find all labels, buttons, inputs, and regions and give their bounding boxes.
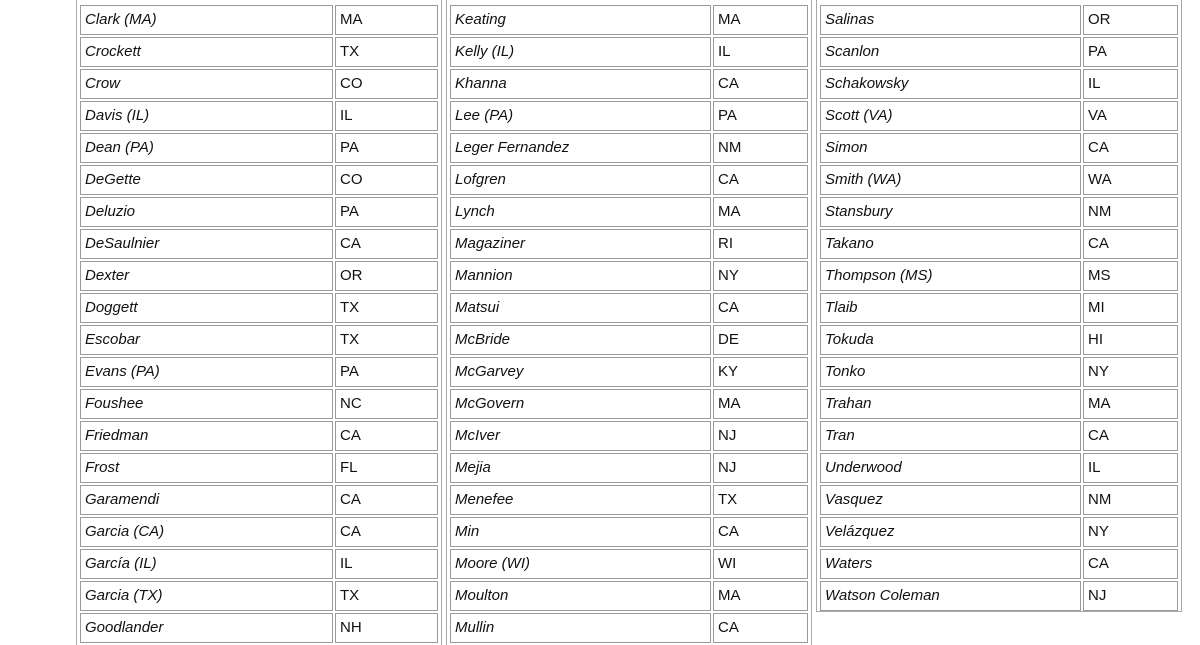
member-state-cell: IL [1083,453,1178,483]
member-state-cell: OR [1083,5,1178,35]
member-state-cell: RI [713,229,808,259]
table-row [820,421,1178,451]
member-name-cell: McBride [450,325,711,355]
member-state-cell: TX [335,581,438,611]
member-state-cell: CA [1083,421,1178,451]
member-state-cell: CA [713,69,808,99]
member-name-cell: DeSaulnier [80,229,333,259]
member-name-cell: Scott (VA) [820,101,1081,131]
table-row [450,421,808,451]
member-state-cell: CA [335,517,438,547]
member-name-cell: Mejia [450,453,711,483]
member-state-cell: WA [1083,165,1178,195]
member-state-cell: TX [335,325,438,355]
table-row [820,325,1178,355]
table-row [80,229,438,259]
member-state-cell: VA [1083,101,1178,131]
member-name-cell: Mullin [450,613,711,643]
member-name-cell: Trahan [820,389,1081,419]
member-name-cell: García (IL) [80,549,333,579]
member-table [448,3,810,645]
member-state-cell: CA [713,517,808,547]
member-state-cell: KY [713,357,808,387]
member-name-cell: Davis (IL) [80,101,333,131]
member-name-cell: Leger Fernandez [450,133,711,163]
table-row [450,549,808,579]
member-name-cell: Lynch [450,197,711,227]
member-state-cell: PA [335,133,438,163]
member-name-cell: Lofgren [450,165,711,195]
table-row [820,389,1178,419]
member-table [818,3,1180,613]
table-row [80,37,438,67]
member-state-cell: PA [335,357,438,387]
member-state-cell: NM [713,133,808,163]
member-state-cell: IL [335,101,438,131]
member-state-cell: MA [713,5,808,35]
member-table [78,3,440,645]
member-name-cell: Khanna [450,69,711,99]
table-row [80,101,438,131]
member-name-cell: Tokuda [820,325,1081,355]
member-name-cell: McIver [450,421,711,451]
member-name-cell: Min [450,517,711,547]
member-state-cell: CA [335,421,438,451]
table-row [450,357,808,387]
vote-column-1 [76,0,442,645]
member-state-cell: NH [335,613,438,643]
member-name-cell: Magaziner [450,229,711,259]
table-row [450,389,808,419]
member-state-cell: DE [713,325,808,355]
table-row [80,69,438,99]
table-row [80,517,438,547]
table-row [80,197,438,227]
table-row [450,69,808,99]
table-row [80,325,438,355]
member-name-cell: Dean (PA) [80,133,333,163]
table-row [450,325,808,355]
table-row [820,549,1178,579]
table-row [820,485,1178,515]
member-name-cell: Takano [820,229,1081,259]
member-state-cell: WI [713,549,808,579]
table-row [80,485,438,515]
member-state-cell: CA [713,165,808,195]
table-row [820,517,1178,547]
table-row [80,453,438,483]
table-row [450,517,808,547]
table-row [820,69,1178,99]
member-name-cell: Tonko [820,357,1081,387]
member-state-cell: MA [713,389,808,419]
table-row [820,101,1178,131]
vote-column-3 [816,0,1182,612]
member-state-cell: CA [713,293,808,323]
table-row [80,613,438,643]
member-state-cell: MA [1083,389,1178,419]
member-name-cell: Simon [820,133,1081,163]
table-row [450,133,808,163]
member-name-cell: Goodlander [80,613,333,643]
member-name-cell: Crow [80,69,333,99]
member-name-cell: Friedman [80,421,333,451]
vote-column-2 [446,0,812,645]
member-name-cell: Velázquez [820,517,1081,547]
member-state-cell: NY [1083,517,1178,547]
table-row [820,261,1178,291]
member-name-cell: Matsui [450,293,711,323]
table-row [820,581,1178,611]
table-row [80,133,438,163]
table-row [450,229,808,259]
member-name-cell: Keating [450,5,711,35]
table-row [80,389,438,419]
member-name-cell: Salinas [820,5,1081,35]
member-state-cell: CO [335,69,438,99]
table-row [450,453,808,483]
table-row [450,581,808,611]
member-name-cell: Doggett [80,293,333,323]
member-name-cell: Garamendi [80,485,333,515]
member-name-cell: DeGette [80,165,333,195]
member-name-cell: Garcia (TX) [80,581,333,611]
table-row [80,357,438,387]
member-name-cell: Kelly (IL) [450,37,711,67]
table-row [80,581,438,611]
member-state-cell: NJ [1083,581,1178,611]
member-state-cell: PA [1083,37,1178,67]
member-state-cell: FL [335,453,438,483]
table-row [820,357,1178,387]
member-state-cell: MA [713,581,808,611]
table-row [450,197,808,227]
member-state-cell: CA [335,229,438,259]
table-row [450,613,808,643]
member-state-cell: MA [713,197,808,227]
member-state-cell: PA [713,101,808,131]
member-name-cell: Watson Coleman [820,581,1081,611]
member-name-cell: Underwood [820,453,1081,483]
table-row [450,37,808,67]
table-row [450,165,808,195]
member-name-cell: Deluzio [80,197,333,227]
member-name-cell: Menefee [450,485,711,515]
member-name-cell: Vasquez [820,485,1081,515]
table-row [450,261,808,291]
table-row [450,293,808,323]
member-name-cell: Escobar [80,325,333,355]
table-row [820,453,1178,483]
member-state-cell: CA [1083,133,1178,163]
table-row [80,421,438,451]
table-row [80,293,438,323]
member-state-cell: CA [713,613,808,643]
member-name-cell: Mannion [450,261,711,291]
table-row [820,197,1178,227]
table-row [80,5,438,35]
table-row [450,5,808,35]
table-row [80,549,438,579]
member-name-cell: Evans (PA) [80,357,333,387]
member-name-cell: Clark (MA) [80,5,333,35]
member-state-cell: IL [713,37,808,67]
member-name-cell: Thompson (MS) [820,261,1081,291]
member-name-cell: Frost [80,453,333,483]
table-row [820,133,1178,163]
member-state-cell: CA [335,485,438,515]
member-name-cell: Waters [820,549,1081,579]
member-name-cell: Moulton [450,581,711,611]
member-name-cell: Stansbury [820,197,1081,227]
member-name-cell: Lee (PA) [450,101,711,131]
member-state-cell: HI [1083,325,1178,355]
member-state-cell: PA [335,197,438,227]
member-state-cell: NJ [713,421,808,451]
member-name-cell: Smith (WA) [820,165,1081,195]
member-name-cell: Crockett [80,37,333,67]
member-state-cell: NC [335,389,438,419]
table-row [820,165,1178,195]
member-state-cell: CA [1083,549,1178,579]
member-state-cell: NY [713,261,808,291]
table-row [820,37,1178,67]
member-state-cell: CA [1083,229,1178,259]
member-state-cell: TX [335,37,438,67]
member-name-cell: Dexter [80,261,333,291]
member-state-cell: IL [335,549,438,579]
member-state-cell: NM [1083,485,1178,515]
table-row [820,229,1178,259]
member-state-cell: NJ [713,453,808,483]
member-name-cell: Schakowsky [820,69,1081,99]
member-state-cell: MS [1083,261,1178,291]
member-name-cell: McGovern [450,389,711,419]
member-name-cell: Foushee [80,389,333,419]
member-state-cell: OR [335,261,438,291]
member-state-cell: IL [1083,69,1178,99]
member-name-cell: Garcia (CA) [80,517,333,547]
member-name-cell: Tlaib [820,293,1081,323]
member-name-cell: Scanlon [820,37,1081,67]
table-row [820,293,1178,323]
member-name-cell: McGarvey [450,357,711,387]
member-state-cell: MA [335,5,438,35]
member-state-cell: TX [713,485,808,515]
member-state-cell: CO [335,165,438,195]
member-state-cell: NM [1083,197,1178,227]
table-row [450,485,808,515]
table-row [820,5,1178,35]
member-state-cell: TX [335,293,438,323]
table-row [450,101,808,131]
member-name-cell: Moore (WI) [450,549,711,579]
member-state-cell: MI [1083,293,1178,323]
member-state-cell: NY [1083,357,1178,387]
table-row [80,261,438,291]
member-name-cell: Tran [820,421,1081,451]
table-row [80,165,438,195]
